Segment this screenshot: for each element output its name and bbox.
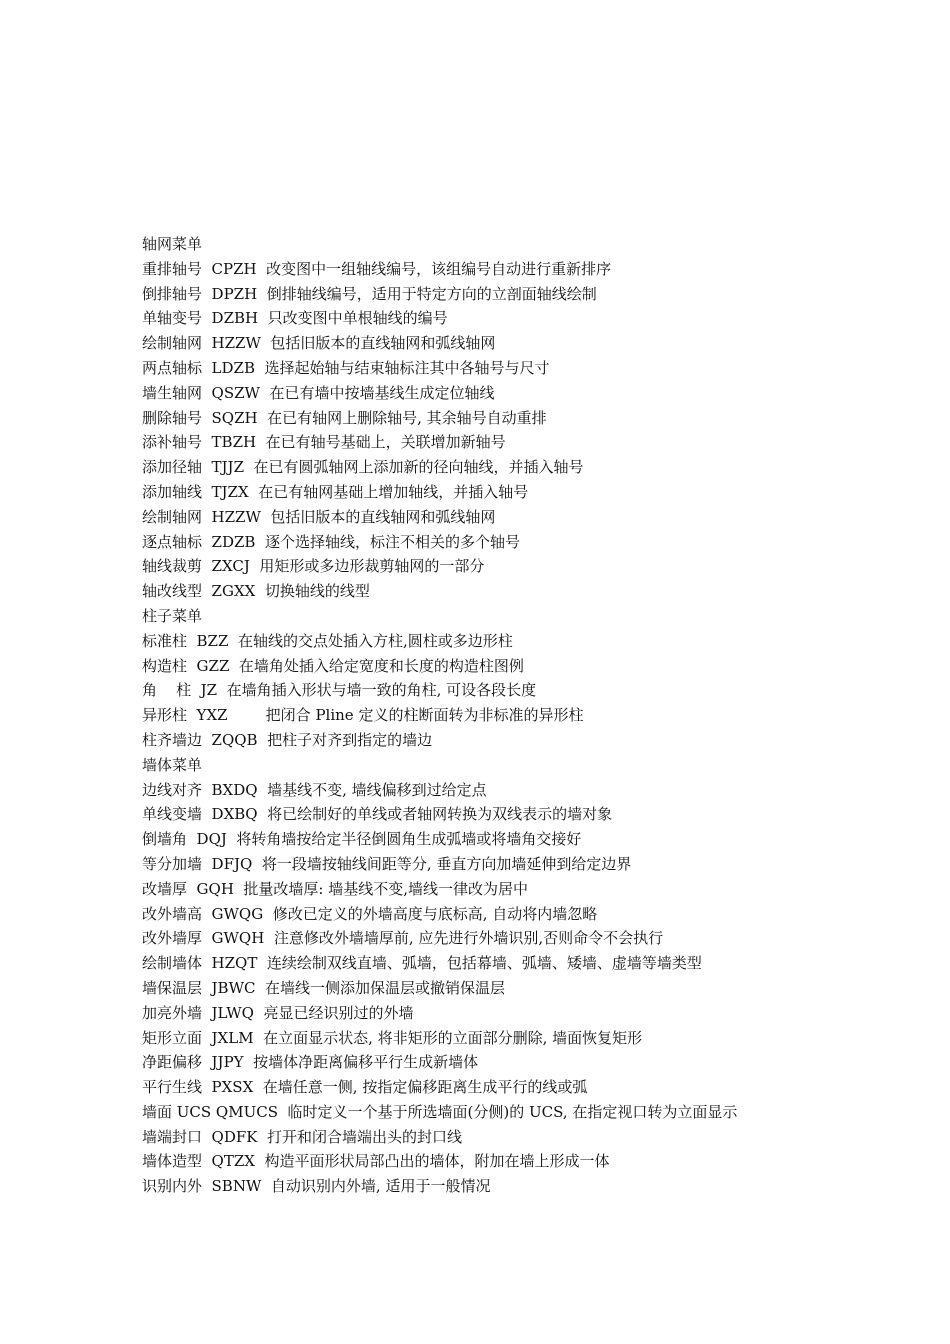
section-heading-wall-menu: 墙体菜单 [142,755,203,774]
command-line: 墙保温层 JBWC 在墙线一侧添加保温层或撤销保温层 [142,978,506,997]
command-line: 矩形立面 JXLM 在立面显示状态, 将非矩形的立面部分删除, 墙面恢复矩形 [142,1028,643,1047]
command-line: 逐点轴标 ZDZB 逐个选择轴线，标注不相关的多个轴号 [142,532,520,551]
section-heading-axis-menu: 轴网菜单 [142,235,203,253]
command-line: 构造柱 GZZ 在墙角处插入给定宽度和长度的构造柱图例 [142,656,524,675]
command-line: 净距偏移 JJPY 按墙体净距离偏移平行生成新墙体 [142,1053,479,1072]
command-line: 墙端封口 QDFK 打开和闭合墙端出头的封口线 [142,1127,463,1146]
command-line: 角 柱 JZ 在墙角插入形状与墙一致的角柱, 可设各段长度 [142,681,537,700]
command-line: 绘制墙体 HZQT 连续绘制双线直墙、弧墙，包括幕墙、弧墙、矮墙、虚墙等墙类型 [142,954,702,973]
command-line: 平行生线 PXSX 在墙任意一侧, 按指定偏移距离生成平行的线或弧 [142,1078,588,1097]
command-line: 边线对齐 BXDQ 墙基线不变, 墙线偏移到过给定点 [142,780,487,799]
command-line: 重排轴号 CPZH 改变图中一组轴线编号，该组编号自动进行重新排序 [142,259,612,278]
command-line: 两点轴标 LDZB 选择起始轴与结束轴标注其中各轴号与尺寸 [142,358,550,377]
command-line: 识别内外 SBNW 自动识别内外墙, 适用于一般情况 [142,1177,491,1196]
command-line: 加亮外墙 JLWQ 亮显已经识别过的外墙 [142,1003,414,1022]
document-body [142,232,922,1199]
command-line: 单线变墙 DXBQ 将已绘制好的单线或者轴网转换为双线表示的墙对象 [142,805,613,824]
command-line: 墙体造型 QTZX 构造平面形状局部凸出的墙体，附加在墙上形成一体 [142,1152,610,1171]
command-line: 倒墙角 DQJ 将转角墙按给定半径倒圆角生成弧墙或将墙角交接好 [142,830,582,849]
command-line: 轴线裁剪 ZXCJ 用矩形或多边形裁剪轴网的一部分 [142,557,485,576]
command-line: 单轴变号 DZBH 只改变图中单根轴线的编号 [142,309,448,328]
command-line: 添加径轴 TJJZ 在已有圆弧轴网上添加新的径向轴线，并插入轴号 [142,458,584,477]
command-line: 绘制轴网 HZZW 包括旧版本的直线轴网和弧线轴网 [142,334,496,353]
command-line: 绘制轴网 HZZW 包括旧版本的直线轴网和弧线轴网 [142,507,496,526]
command-line: 改墙厚 GQH 批量改墙厚: 墙基线不变,墙线一律改为居中 [142,879,529,898]
command-line: 异形柱 YXZ 把闭合 Pline 定义的柱断面转为非标准的异形柱 [142,706,584,725]
command-line: 等分加墙 DFJQ 将一段墙按轴线间距等分, 垂直方向加墙延伸到给定边界 [142,854,632,873]
section-heading-column-menu: 柱子菜单 [142,606,203,625]
command-line: 删除轴号 SQZH 在已有轴网上删除轴号, 其余轴号自动重排 [142,408,547,427]
command-line: 墙面 UCS QMUCS 临时定义一个基于所选墙面(分侧)的 UCS, 在指定视口转为立面显示 [142,1102,738,1121]
command-line: 倒排轴号 DPZH 倒排轴线编号，适用于特定方向的立剖面轴线绘制 [142,284,597,303]
command-line: 添加轴线 TJZX 在已有轴网基础上增加轴线，并插入轴号 [142,482,529,501]
command-line: 改外墙厚 GWQH 注意修改外墙墙厚前, 应先进行外墙识别,否则命令不会执行 [142,929,664,948]
command-line: 改外墙高 GWQG 修改已定义的外墙高度与底标高, 自动将内墙忽略 [142,904,598,923]
command-line: 标准柱 BZZ 在轴线的交点处插入方柱,圆柱或多边形柱 [142,631,513,650]
command-line: 轴改线型 ZGXX 切换轴线的线型 [142,582,370,601]
command-line: 墙生轴网 QSZW 在已有墙中按墙基线生成定位轴线 [142,383,495,402]
command-line: 添补轴号 TBZH 在已有轴号基础上，关联增加新轴号 [142,433,506,452]
command-line: 柱齐墙边 ZQQB 把柱子对齐到指定的墙边 [142,730,433,749]
